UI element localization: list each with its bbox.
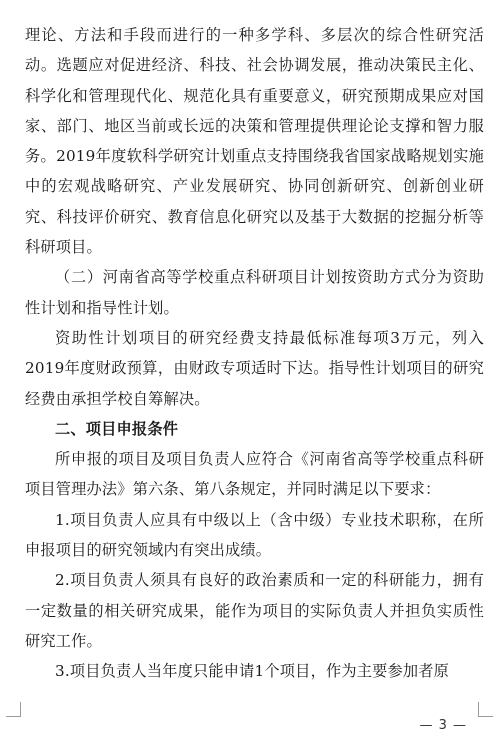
paragraph-requirement-2: 2.项目负责人须具有良好的政治素质和一定的科研能力，拥有一定数量的相关研究成果，能作为项目的实际负责人并担负实质性研究工作。	[25, 571, 484, 650]
section-heading: 二、项目申报条件	[55, 419, 179, 438]
paragraph-continuation: 理论、方法和手段而进行的一种多学科、多层次的综合性研究活动。选题应对促进经济、科技、社会协调发展，推动决策民主化、科学化和管理现代化、规范化具有重要意义，研究预期成果应对国家、部门、地区当前或长远的决策和管理提供理论论支撑和智力服务。2019年度软科学研究计划重点支持围绕我省国家战略规划实施中的宏观战略研究、产业发展研究、协同创新研究、创新创业研究、科技评价研究、教育信息化研究以及基于大数据的挖掘分析等科研项目。	[25, 26, 484, 257]
paragraph-requirement-1: 1.项目负责人应具有中级以上（含中级）专业技术职称，在所申报项目的研究领域内有突出成绩。	[25, 510, 484, 560]
paragraph-funding-standard: 资助性计划项目的研究经费支持最低标准每项3万元，列入2019年度财政预算，由财政专项适时下达。指导性计划项目的研究经费由承担学校自筹解决。	[25, 328, 484, 408]
document-body	[25, 20, 484, 687]
paragraph-funding-types: （二）河南省高等学校重点科研项目计划按资助方式分为资助性计划和指导性计划。	[25, 268, 484, 317]
crop-mark-bottom-left	[6, 702, 21, 717]
crop-mark-bottom-right	[478, 702, 493, 717]
page-number: — 3 —	[419, 718, 467, 733]
paragraph-requirement-3: 3.项目负责人当年度只能申请1个项目，作为主要参加者原	[55, 662, 450, 681]
paragraph-requirements-intro: 所申报的项目及项目负责人应符合《河南省高等学校重点科研项目管理办法》第六条、第八条规定，并同时满足以下要求：	[25, 450, 484, 499]
